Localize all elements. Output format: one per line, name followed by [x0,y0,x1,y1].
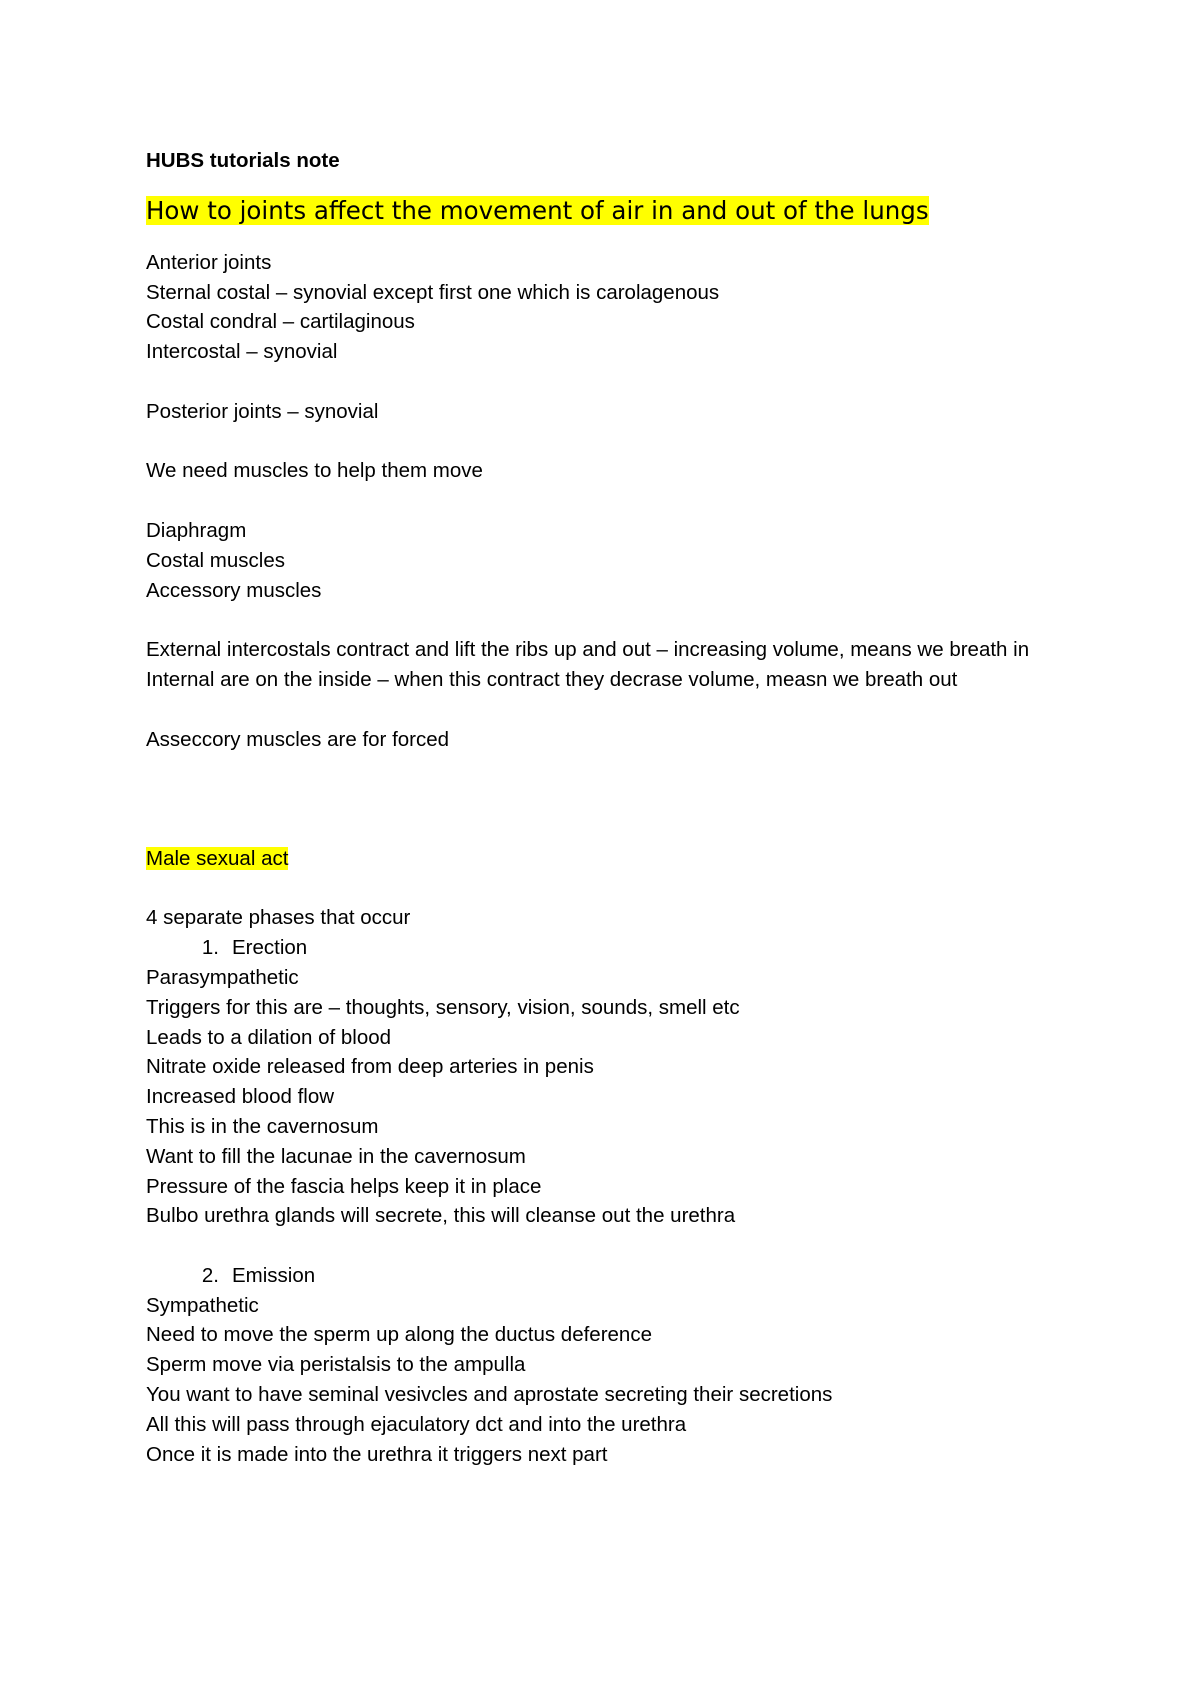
text-line: This is in the cavernosum [146,1114,379,1138]
text-line: Sternal costal – synovial except first one which is carolagenous [146,280,720,304]
blank-line [146,874,1066,904]
highlighted-heading-text: Male sexual act [146,846,289,870]
text-line: Once it is made into the urethra it triggers next part [146,1442,608,1466]
text-line: Increased blood flow [146,1085,335,1109]
text-line: Internal are on the inside – when this contract they decrase volume, measn we breath out [146,667,958,691]
text-line: Intercostal – synovial [146,340,338,364]
blank-space [146,754,1066,843]
document-title: HUBS tutorials note [146,149,340,172]
list-item-title: Erection [232,936,308,960]
text-line: Sympathetic [146,1293,259,1317]
blank-line [146,486,1066,516]
text-line: Accessory muscles [146,578,322,602]
text-line: Triggers for this are – thoughts, sensory, vision, sounds, smell etc [146,995,740,1019]
numbered-item-emission [146,1261,1066,1291]
text-line: Pressure of the fascia helps keep it in place [146,1174,542,1198]
text-line: Leads to a dilation of blood [146,1025,392,1049]
text-line: Anterior joints [146,250,272,274]
blank-line [146,1231,1066,1261]
document-body [146,146,1066,1469]
text-line: Parasympathetic [146,965,299,989]
highlighted-heading-text: How to joints affect the movement of air in and out of the lungs [146,195,929,225]
text-line: Need to move the sperm up along the ductus deference [146,1323,652,1347]
text-line: We need muscles to help them move [146,459,483,483]
section-heading-lungs [146,194,1066,228]
numbered-item-erection [146,933,1066,963]
list-number: 1. [201,936,219,960]
text-paragraph: External intercostals contract and lift the ribs up and out – increasing volume, means we breath in [146,638,1030,662]
text-line: Sperm move via peristalsis to the ampulla [146,1353,526,1377]
blank-line [146,427,1066,457]
text-line: All this will pass through ejaculatory dct and into the urethra [146,1412,687,1436]
list-number: 2. [201,1263,219,1287]
text-line: Costal muscles [146,548,285,572]
text-line: Asseccory muscles are for forced [146,727,450,751]
blank-line [146,695,1066,725]
text-line: Diaphragm [146,518,247,542]
text-line: Bulbo urethra glands will secrete, this will cleanse out the urethra [146,1204,736,1228]
text-line: 4 separate phases that occur [146,906,411,930]
list-item-title: Emission [232,1263,316,1287]
text-line: Costal condral – cartilaginous [146,310,415,334]
blank-line [146,605,1066,635]
text-line: Nitrate oxide released from deep arteries in penis [146,1055,594,1079]
text-line: Want to fill the lacunae in the cavernosum [146,1144,526,1168]
blank-line [146,367,1066,397]
section-heading-male [146,844,1066,874]
text-line: You want to have seminal vesivcles and aprostate secreting their secretions [146,1383,833,1407]
text-line: Posterior joints – synovial [146,399,379,423]
